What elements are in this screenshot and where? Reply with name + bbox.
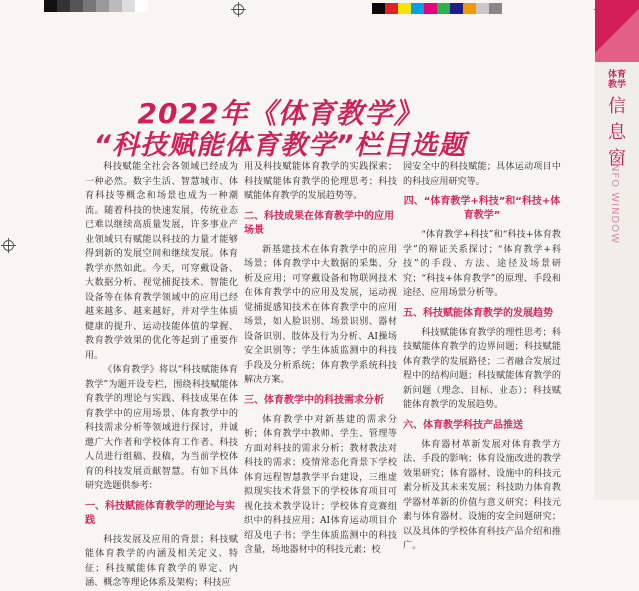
gray-ramp-bar: [44, 0, 148, 12]
article-column-2: [244, 160, 397, 558]
intro-paragraph-2: 《体育教学》将以“科技赋能体育教学”为题开设专栏，围绕科技赋能体育教学的理论与实践、科技成果在体育教学中的应用场景、体育教学中的科技需求分析等领域进行探讨，并诚邀广大作者和学校体育工作者、科技人员进行组稿、投稿，为当前学校体育的科技发展贡献智慧。有如下具体研究选题供参考：: [85, 365, 238, 491]
section-3-continued: 园安全中的科技赋能；具体运动项目中的科技应用研究等。: [403, 162, 561, 187]
intro-paragraph-1: 科技赋能全社会各领域已经成为一种必然。数字生活、智慧城市、体育科技等概念和场景也成为一种潮流。随着科技的快速发展，传统业态已难以继续高质量发展，许多事业产业领域只有赋能以科技的力量才能够得到新的发展空间和继续发展。体育教学亦然如此。今天，可穿戴设备、大数据分析、视觉捕捉技术、智能化设备等在体育教学领域中的应用已经越来越多、越来越好，并对学生体质健康的提升、运动技能体值的掌握、教育教学效果的优化等起到了重要作用。: [85, 162, 238, 361]
color-calibration-bar: [372, 3, 502, 14]
section-heading-2: 二、科技成果在体育教学中的应用场景: [244, 210, 394, 236]
registration-mark: [3, 240, 14, 251]
section-1-paragraph: 科技发展及应用的背景；科技赋能体育教学的内涵及相关定义、特征；科技赋能体育教学的界定、内涵、概念等理论体系及架构；科技应: [85, 534, 238, 588]
side-tab-small-label: 体育 教学: [607, 70, 626, 90]
article-column-1: [85, 160, 238, 591]
section-heading-4: 四、“体育教学+科技”和“科技+体育教学”: [403, 196, 561, 221]
section-heading-6: 六、体育教学科技产品推送: [403, 419, 523, 431]
article-column-3: [403, 160, 561, 554]
side-tab: [595, 0, 639, 500]
section-heading-5: 五、科技赋能体育教学的发展趋势: [403, 307, 553, 319]
section-6-paragraph: 体育器材革新发展对体育教学方法、手段的影响；体育设施改进的教学效果研究；体育器材、设施中的科技元素分析及其未来发展；科技助力体育教学器材革新的价值与意义研究；科技元素与体育器材、设施的安全问题研究；以及具体的学校体育科技产品介绍和推广。: [403, 439, 561, 551]
side-tab-english-label: INFO WINDOW: [609, 160, 620, 245]
page-title-line1: 2022年《体育教学》: [137, 97, 423, 130]
side-tab-stripe: [595, 0, 639, 62]
registration-mark: [233, 4, 244, 15]
section-3-paragraph: 体育教学中对新基建的需求分析；体育教学中教师、学生、管理等方面对科技的需求分析；教材教法对科技的需求；疫情常态化背景下学校体育远程智慧教学平台建设，三维虚拟现实技术背景下的学校体育项目可视化技术教学设计；学校体育竞赛组织中的科技应用；AI体育运动项目介绍及电子书；学生体质监测中的科技含量，场地器材中的科技元素；校: [244, 414, 397, 555]
section-heading-1: 一、科技赋能体育教学的理论与实践: [85, 500, 235, 526]
side-tab-big-label: 信 息 窗: [608, 96, 626, 169]
section-5-paragraph: 科技赋能体育教学的理性思考；科技赋能体育教学的边界问题；科技赋能体育教学的发展路径；二者融合发展过程中的结构问题；科技赋能体育教学的新问题（理念、目标、业态）；科技赋能体育教学的发展趋势。: [403, 327, 561, 410]
section-4-paragraph: “体育教学+科技”和“科技+体育教学”的辩证关系探讨；“体育教学+科技”的手段、方法、途径及场景研究；“科技+体育教学”的原理、手段和途径、应用场景分析等。: [403, 230, 561, 298]
section-1-continued: 用及科技赋能体育教学的实践探索；科技赋能体育教学的伦理思考；科技赋能体育教学的发展趋势等。: [244, 162, 397, 201]
section-heading-3: 三、体育教学中的科技需求分析: [244, 394, 384, 406]
section-2-paragraph: 新基建技术在体育教学中的应用场景；体育教学中大数据的采集、分析及应用；可穿戴设备和物联网技术在体育教学中的应用及发展，运动视觉捕捉感知技术在体育教学中的应用场景，如人脸识别、场景识别、器材设备识别、肢体及行为分析、AI操场安全识别等；学生体质监测中的科技手段及分析系统；体育教学系统科技解决方案。: [244, 244, 397, 385]
page-title-line2: “科技赋能体育教学”栏目选题: [93, 130, 467, 161]
